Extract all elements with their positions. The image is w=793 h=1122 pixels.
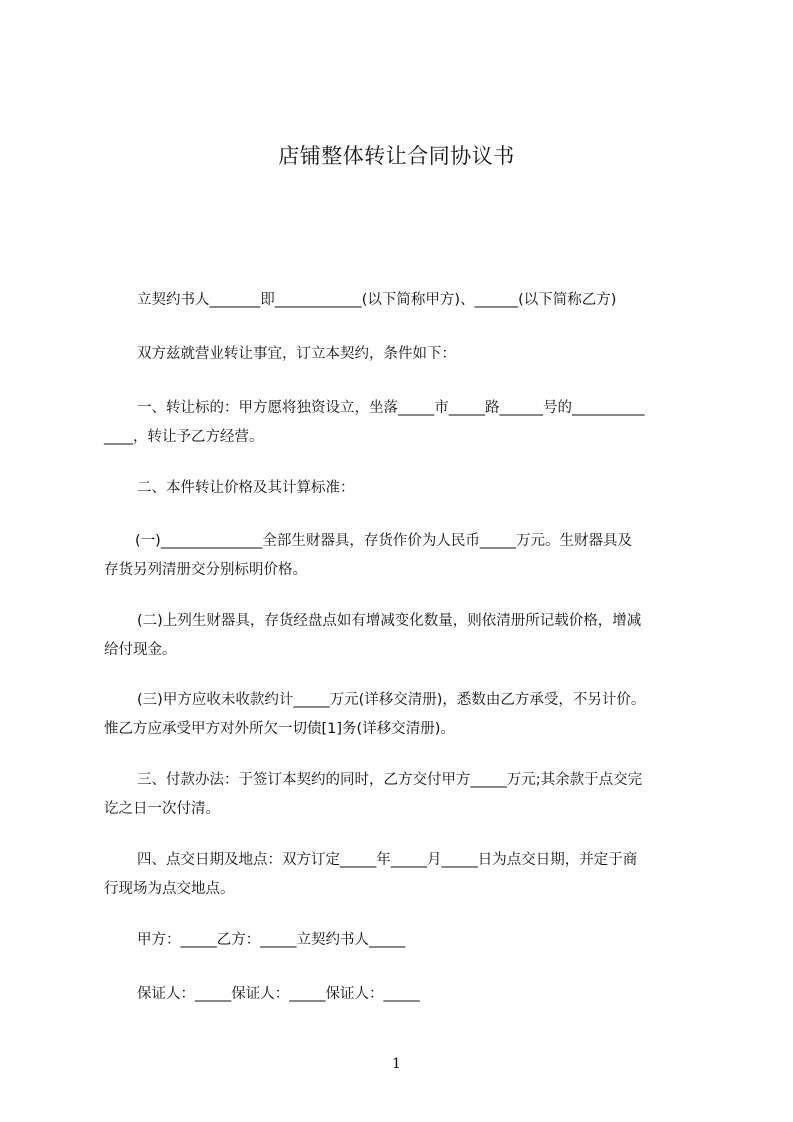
parties-paragraph [104, 286, 702, 315]
signatures-paragraph [104, 926, 702, 955]
clause-2-paragraph [104, 474, 702, 503]
clause-3-line-1: 三、付款办法：于签订本契约的同时，乙方交付甲方_____万元;其余款于点交完 [137, 772, 643, 788]
clause-2-3-line-1: (三)甲方应收未收款约计_____万元(详移交清册)，悉数由乙方承受，不另计价。 [137, 692, 646, 708]
clause-2-1-line-2: 存货另列清册交分别标明价格。 [104, 562, 307, 578]
clause-2-2-line-2: 给付现金。 [104, 642, 177, 658]
clause-4-line-1: 四、点交日期及地点：双方订定_____年_____月_____日为点交日期，并定于商 [137, 852, 638, 868]
clause-4-paragraph [104, 846, 702, 904]
clause-1-line-1: 一、转让标的：甲方愿将独资设立，坐落_____市_____路______号的__________ [137, 400, 645, 416]
parties-line: 立契约书人_______即____________(以下简称甲方)、______(以下简称乙方) [137, 292, 617, 308]
signatures-line: 甲方：_____乙方：_____立契约书人_____ [137, 932, 406, 948]
clause-3-paragraph [104, 766, 702, 824]
guarantors-line: 保证人：_____保证人：_____保证人：_____ [137, 986, 420, 1002]
clause-2-1-line-1: (一)______________全部生财器具，存货作价为人民币_____万元。生财器具及 [135, 533, 633, 549]
clause-2-3-line-2: 惟乙方应承受甲方对外所欠一切债[1]务(详移交清册)。 [104, 721, 455, 737]
clause-2-line: 二、本件转让价格及其计算标准： [137, 480, 355, 496]
intro-line: 双方兹就营业转让事宜，订立本契约，条件如下： [137, 346, 456, 362]
clause-2-1-paragraph [104, 527, 702, 585]
clause-2-2-paragraph [104, 607, 702, 665]
guarantors-paragraph [104, 980, 702, 1009]
intro-paragraph [104, 340, 702, 369]
clause-2-2-line-1: (二)上列生财器具，存货经盘点如有增减变化数量，则依清册所记载价格，增减 [137, 613, 642, 629]
document-title: 店铺整体转让合同协议书 [278, 144, 515, 168]
clause-3-line-2: 讫之日一次付清。 [104, 801, 220, 817]
clause-4-line-2: 行现场为点交地点。 [104, 881, 235, 897]
clause-1-paragraph [104, 394, 702, 452]
page-number: 1 [392, 1056, 401, 1072]
clause-1-line-2: ____，转让予乙方经营。 [104, 429, 264, 445]
clause-2-3-paragraph [104, 686, 702, 744]
